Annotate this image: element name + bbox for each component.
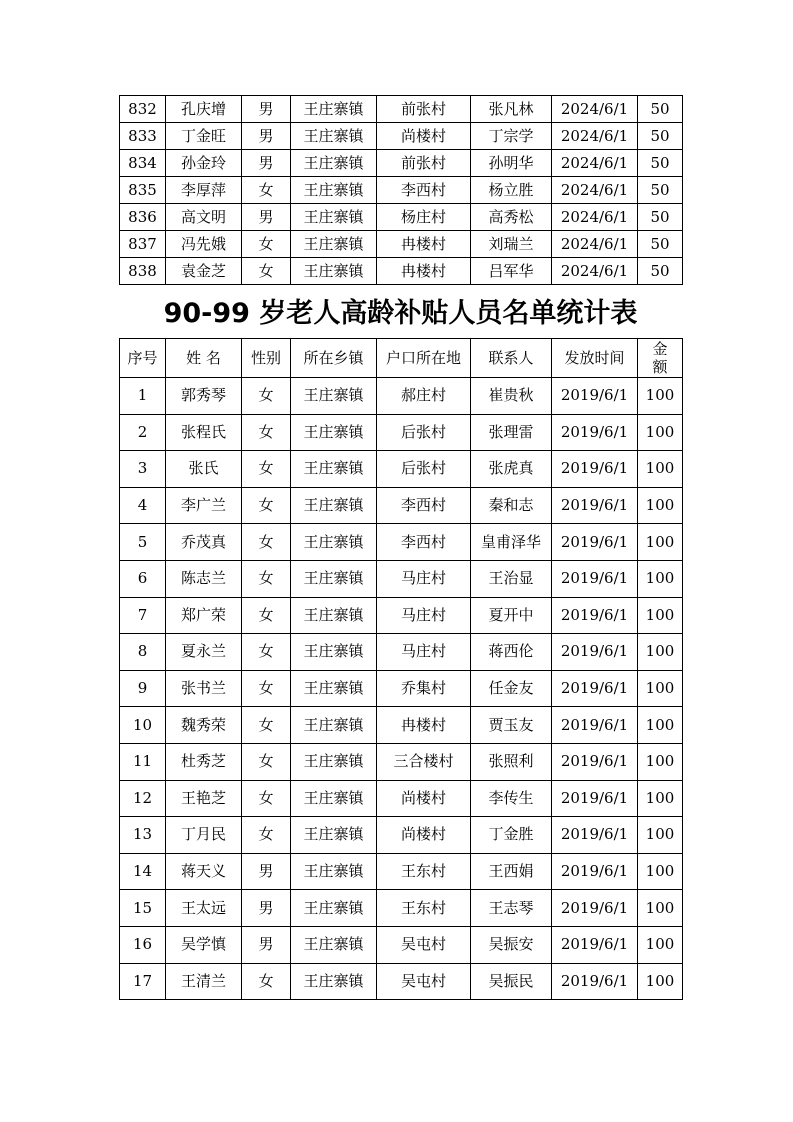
subsidy-table bbox=[119, 338, 683, 1000]
cell-contact: 吕军华 bbox=[471, 258, 552, 285]
cell-name: 张氏 bbox=[166, 451, 242, 488]
cell-village: 冉楼村 bbox=[377, 707, 471, 744]
cell-town: 王庄寨镇 bbox=[291, 258, 377, 285]
cell-contact: 贾玉友 bbox=[471, 707, 552, 744]
cell-village: 吴屯村 bbox=[377, 963, 471, 1000]
cell-no: 832 bbox=[120, 96, 166, 123]
table-row bbox=[120, 123, 683, 150]
cell-gender: 女 bbox=[242, 634, 291, 671]
cell-no: 11 bbox=[120, 743, 166, 780]
cell-amount: 100 bbox=[638, 890, 683, 927]
cell-village: 李西村 bbox=[377, 487, 471, 524]
cell-name: 杜秀芝 bbox=[166, 743, 242, 780]
cell-gender: 女 bbox=[242, 378, 291, 415]
cell-village: 尚楼村 bbox=[377, 780, 471, 817]
cell-no: 6 bbox=[120, 560, 166, 597]
cell-gender: 女 bbox=[242, 780, 291, 817]
cell-name: 孙金玲 bbox=[166, 150, 242, 177]
cell-town: 王庄寨镇 bbox=[291, 707, 377, 744]
cell-date: 2024/6/1 bbox=[552, 258, 638, 285]
cell-gender: 男 bbox=[242, 926, 291, 963]
table-row bbox=[120, 597, 683, 634]
cell-no: 8 bbox=[120, 634, 166, 671]
cell-village: 李西村 bbox=[377, 177, 471, 204]
cell-gender: 女 bbox=[242, 258, 291, 285]
table-row bbox=[120, 204, 683, 231]
cell-village: 郝庄村 bbox=[377, 378, 471, 415]
cell-town: 王庄寨镇 bbox=[291, 123, 377, 150]
cell-gender: 男 bbox=[242, 204, 291, 231]
cell-town: 王庄寨镇 bbox=[291, 743, 377, 780]
cell-name: 蒋天义 bbox=[166, 853, 242, 890]
cell-town: 王庄寨镇 bbox=[291, 487, 377, 524]
cell-date: 2024/6/1 bbox=[552, 177, 638, 204]
cell-gender: 女 bbox=[242, 817, 291, 854]
cell-name: 冯先娥 bbox=[166, 231, 242, 258]
cell-date: 2024/6/1 bbox=[552, 150, 638, 177]
cell-contact: 王西娟 bbox=[471, 853, 552, 890]
cell-date: 2019/6/1 bbox=[552, 451, 638, 488]
cell-contact: 王志琴 bbox=[471, 890, 552, 927]
cell-date: 2019/6/1 bbox=[552, 780, 638, 817]
cell-gender: 男 bbox=[242, 96, 291, 123]
cell-contact: 张虎真 bbox=[471, 451, 552, 488]
header-contact: 联系人 bbox=[471, 339, 552, 378]
cell-contact: 王治显 bbox=[471, 560, 552, 597]
cell-contact: 丁宗学 bbox=[471, 123, 552, 150]
header-amount-line2: 额 bbox=[652, 358, 668, 376]
cell-no: 7 bbox=[120, 597, 166, 634]
header-amount-line1: 金 bbox=[652, 340, 668, 358]
cell-date: 2019/6/1 bbox=[552, 378, 638, 415]
cell-no: 834 bbox=[120, 150, 166, 177]
cell-town: 王庄寨镇 bbox=[291, 780, 377, 817]
cell-town: 王庄寨镇 bbox=[291, 414, 377, 451]
previous-page-table-body bbox=[120, 96, 683, 285]
table-header-row bbox=[120, 339, 683, 378]
header-name: 姓 名 bbox=[166, 339, 242, 378]
cell-amount: 100 bbox=[638, 560, 683, 597]
cell-amount: 100 bbox=[638, 487, 683, 524]
cell-date: 2019/6/1 bbox=[552, 524, 638, 561]
cell-town: 王庄寨镇 bbox=[291, 177, 377, 204]
cell-contact: 李传生 bbox=[471, 780, 552, 817]
cell-amount: 100 bbox=[638, 378, 683, 415]
table-row bbox=[120, 670, 683, 707]
cell-date: 2019/6/1 bbox=[552, 926, 638, 963]
cell-contact: 张理雷 bbox=[471, 414, 552, 451]
cell-no: 836 bbox=[120, 204, 166, 231]
cell-gender: 女 bbox=[242, 560, 291, 597]
cell-contact: 刘瑞兰 bbox=[471, 231, 552, 258]
cell-name: 张程氏 bbox=[166, 414, 242, 451]
header-amount bbox=[638, 339, 683, 378]
cell-name: 王清兰 bbox=[166, 963, 242, 1000]
cell-town: 王庄寨镇 bbox=[291, 378, 377, 415]
cell-contact: 夏开中 bbox=[471, 597, 552, 634]
cell-name: 孔庆增 bbox=[166, 96, 242, 123]
cell-name: 郭秀琴 bbox=[166, 378, 242, 415]
cell-town: 王庄寨镇 bbox=[291, 890, 377, 927]
cell-village: 后张村 bbox=[377, 414, 471, 451]
cell-village: 三合楼村 bbox=[377, 743, 471, 780]
cell-gender: 女 bbox=[242, 414, 291, 451]
cell-no: 833 bbox=[120, 123, 166, 150]
cell-date: 2019/6/1 bbox=[552, 560, 638, 597]
cell-gender: 男 bbox=[242, 853, 291, 890]
cell-name: 李广兰 bbox=[166, 487, 242, 524]
cell-amount: 100 bbox=[638, 853, 683, 890]
cell-no: 2 bbox=[120, 414, 166, 451]
cell-village: 马庄村 bbox=[377, 634, 471, 671]
cell-gender: 女 bbox=[242, 963, 291, 1000]
cell-no: 4 bbox=[120, 487, 166, 524]
cell-village: 杨庄村 bbox=[377, 204, 471, 231]
table-row bbox=[120, 780, 683, 817]
header-gender: 性别 bbox=[242, 339, 291, 378]
cell-amount: 50 bbox=[638, 123, 683, 150]
table-row bbox=[120, 414, 683, 451]
cell-village: 尚楼村 bbox=[377, 817, 471, 854]
cell-village: 后张村 bbox=[377, 451, 471, 488]
cell-gender: 女 bbox=[242, 707, 291, 744]
cell-name: 王太远 bbox=[166, 890, 242, 927]
cell-town: 王庄寨镇 bbox=[291, 817, 377, 854]
table-row bbox=[120, 96, 683, 123]
cell-date: 2024/6/1 bbox=[552, 123, 638, 150]
cell-no: 10 bbox=[120, 707, 166, 744]
cell-town: 王庄寨镇 bbox=[291, 560, 377, 597]
cell-no: 1 bbox=[120, 378, 166, 415]
cell-no: 17 bbox=[120, 963, 166, 1000]
cell-name: 高文明 bbox=[166, 204, 242, 231]
table-row bbox=[120, 963, 683, 1000]
cell-gender: 女 bbox=[242, 524, 291, 561]
cell-contact: 张凡林 bbox=[471, 96, 552, 123]
table-row bbox=[120, 451, 683, 488]
cell-no: 13 bbox=[120, 817, 166, 854]
cell-village: 李西村 bbox=[377, 524, 471, 561]
cell-name: 魏秀荣 bbox=[166, 707, 242, 744]
cell-amount: 50 bbox=[638, 258, 683, 285]
cell-amount: 100 bbox=[638, 707, 683, 744]
cell-gender: 女 bbox=[242, 743, 291, 780]
cell-town: 王庄寨镇 bbox=[291, 451, 377, 488]
cell-amount: 100 bbox=[638, 597, 683, 634]
cell-no: 838 bbox=[120, 258, 166, 285]
cell-no: 5 bbox=[120, 524, 166, 561]
cell-date: 2024/6/1 bbox=[552, 231, 638, 258]
cell-village: 马庄村 bbox=[377, 597, 471, 634]
table-row bbox=[120, 378, 683, 415]
header-date: 发放时间 bbox=[552, 339, 638, 378]
cell-town: 王庄寨镇 bbox=[291, 597, 377, 634]
cell-village: 前张村 bbox=[377, 150, 471, 177]
page-title: 90-99 岁老人高龄补贴人员名单统计表 bbox=[163, 298, 638, 329]
table-row bbox=[120, 150, 683, 177]
cell-town: 王庄寨镇 bbox=[291, 96, 377, 123]
cell-date: 2019/6/1 bbox=[552, 853, 638, 890]
table-row bbox=[120, 634, 683, 671]
cell-town: 王庄寨镇 bbox=[291, 963, 377, 1000]
cell-contact: 皇甫泽华 bbox=[471, 524, 552, 561]
cell-village: 王东村 bbox=[377, 890, 471, 927]
cell-amount: 100 bbox=[638, 743, 683, 780]
cell-no: 837 bbox=[120, 231, 166, 258]
cell-name: 丁月民 bbox=[166, 817, 242, 854]
table-row bbox=[120, 258, 683, 285]
previous-page-table bbox=[119, 95, 683, 285]
cell-amount: 100 bbox=[638, 524, 683, 561]
table-row bbox=[120, 231, 683, 258]
cell-name: 张书兰 bbox=[166, 670, 242, 707]
cell-name: 吴学慎 bbox=[166, 926, 242, 963]
table-row bbox=[120, 853, 683, 890]
cell-contact: 吴振民 bbox=[471, 963, 552, 1000]
cell-amount: 100 bbox=[638, 817, 683, 854]
cell-name: 王艳芝 bbox=[166, 780, 242, 817]
cell-contact: 杨立胜 bbox=[471, 177, 552, 204]
cell-amount: 50 bbox=[638, 231, 683, 258]
table-row bbox=[120, 524, 683, 561]
cell-amount: 50 bbox=[638, 96, 683, 123]
cell-gender: 女 bbox=[242, 451, 291, 488]
cell-date: 2019/6/1 bbox=[552, 597, 638, 634]
cell-amount: 50 bbox=[638, 204, 683, 231]
cell-no: 14 bbox=[120, 853, 166, 890]
subsidy-table-body bbox=[120, 378, 683, 1000]
cell-name: 丁金旺 bbox=[166, 123, 242, 150]
cell-date: 2019/6/1 bbox=[552, 634, 638, 671]
cell-name: 袁金芝 bbox=[166, 258, 242, 285]
cell-contact: 蒋西伦 bbox=[471, 634, 552, 671]
cell-contact: 崔贵秋 bbox=[471, 378, 552, 415]
cell-contact: 张照利 bbox=[471, 743, 552, 780]
cell-date: 2019/6/1 bbox=[552, 707, 638, 744]
cell-village: 乔集村 bbox=[377, 670, 471, 707]
cell-village: 马庄村 bbox=[377, 560, 471, 597]
cell-gender: 女 bbox=[242, 177, 291, 204]
cell-town: 王庄寨镇 bbox=[291, 231, 377, 258]
cell-no: 9 bbox=[120, 670, 166, 707]
table-row bbox=[120, 707, 683, 744]
cell-village: 前张村 bbox=[377, 96, 471, 123]
cell-no: 15 bbox=[120, 890, 166, 927]
cell-contact: 秦和志 bbox=[471, 487, 552, 524]
cell-town: 王庄寨镇 bbox=[291, 524, 377, 561]
table-row bbox=[120, 487, 683, 524]
cell-amount: 100 bbox=[638, 670, 683, 707]
cell-name: 郑广荣 bbox=[166, 597, 242, 634]
cell-amount: 100 bbox=[638, 963, 683, 1000]
cell-amount: 100 bbox=[638, 780, 683, 817]
cell-name: 李厚萍 bbox=[166, 177, 242, 204]
cell-date: 2019/6/1 bbox=[552, 743, 638, 780]
cell-name: 乔茂真 bbox=[166, 524, 242, 561]
cell-gender: 女 bbox=[242, 487, 291, 524]
table-row bbox=[120, 560, 683, 597]
cell-gender: 女 bbox=[242, 231, 291, 258]
header-no: 序号 bbox=[120, 339, 166, 378]
cell-village: 冉楼村 bbox=[377, 258, 471, 285]
table-row bbox=[120, 177, 683, 204]
cell-date: 2019/6/1 bbox=[552, 963, 638, 1000]
cell-amount: 50 bbox=[638, 150, 683, 177]
cell-amount: 100 bbox=[638, 451, 683, 488]
cell-town: 王庄寨镇 bbox=[291, 150, 377, 177]
cell-no: 12 bbox=[120, 780, 166, 817]
cell-town: 王庄寨镇 bbox=[291, 670, 377, 707]
cell-date: 2019/6/1 bbox=[552, 487, 638, 524]
cell-village: 吴屯村 bbox=[377, 926, 471, 963]
cell-village: 王东村 bbox=[377, 853, 471, 890]
cell-gender: 男 bbox=[242, 150, 291, 177]
header-town: 所在乡镇 bbox=[291, 339, 377, 378]
table-row bbox=[120, 817, 683, 854]
cell-name: 夏永兰 bbox=[166, 634, 242, 671]
cell-date: 2024/6/1 bbox=[552, 204, 638, 231]
cell-no: 3 bbox=[120, 451, 166, 488]
table-row bbox=[120, 926, 683, 963]
cell-gender: 男 bbox=[242, 123, 291, 150]
cell-town: 王庄寨镇 bbox=[291, 853, 377, 890]
cell-village: 尚楼村 bbox=[377, 123, 471, 150]
cell-town: 王庄寨镇 bbox=[291, 926, 377, 963]
cell-amount: 50 bbox=[638, 177, 683, 204]
cell-name: 陈志兰 bbox=[166, 560, 242, 597]
cell-contact: 丁金胜 bbox=[471, 817, 552, 854]
cell-contact: 孙明华 bbox=[471, 150, 552, 177]
cell-gender: 女 bbox=[242, 597, 291, 634]
cell-date: 2019/6/1 bbox=[552, 817, 638, 854]
cell-town: 王庄寨镇 bbox=[291, 634, 377, 671]
cell-gender: 男 bbox=[242, 890, 291, 927]
cell-town: 王庄寨镇 bbox=[291, 204, 377, 231]
cell-contact: 高秀松 bbox=[471, 204, 552, 231]
table-row bbox=[120, 890, 683, 927]
cell-contact: 任金友 bbox=[471, 670, 552, 707]
cell-village: 冉楼村 bbox=[377, 231, 471, 258]
cell-date: 2019/6/1 bbox=[552, 670, 638, 707]
cell-amount: 100 bbox=[638, 926, 683, 963]
table-row bbox=[120, 743, 683, 780]
cell-no: 835 bbox=[120, 177, 166, 204]
cell-contact: 吴振安 bbox=[471, 926, 552, 963]
cell-date: 2024/6/1 bbox=[552, 96, 638, 123]
cell-amount: 100 bbox=[638, 634, 683, 671]
header-village: 户口所在地 bbox=[377, 339, 471, 378]
cell-date: 2019/6/1 bbox=[552, 890, 638, 927]
cell-gender: 女 bbox=[242, 670, 291, 707]
cell-no: 16 bbox=[120, 926, 166, 963]
cell-date: 2019/6/1 bbox=[552, 414, 638, 451]
cell-amount: 100 bbox=[638, 414, 683, 451]
